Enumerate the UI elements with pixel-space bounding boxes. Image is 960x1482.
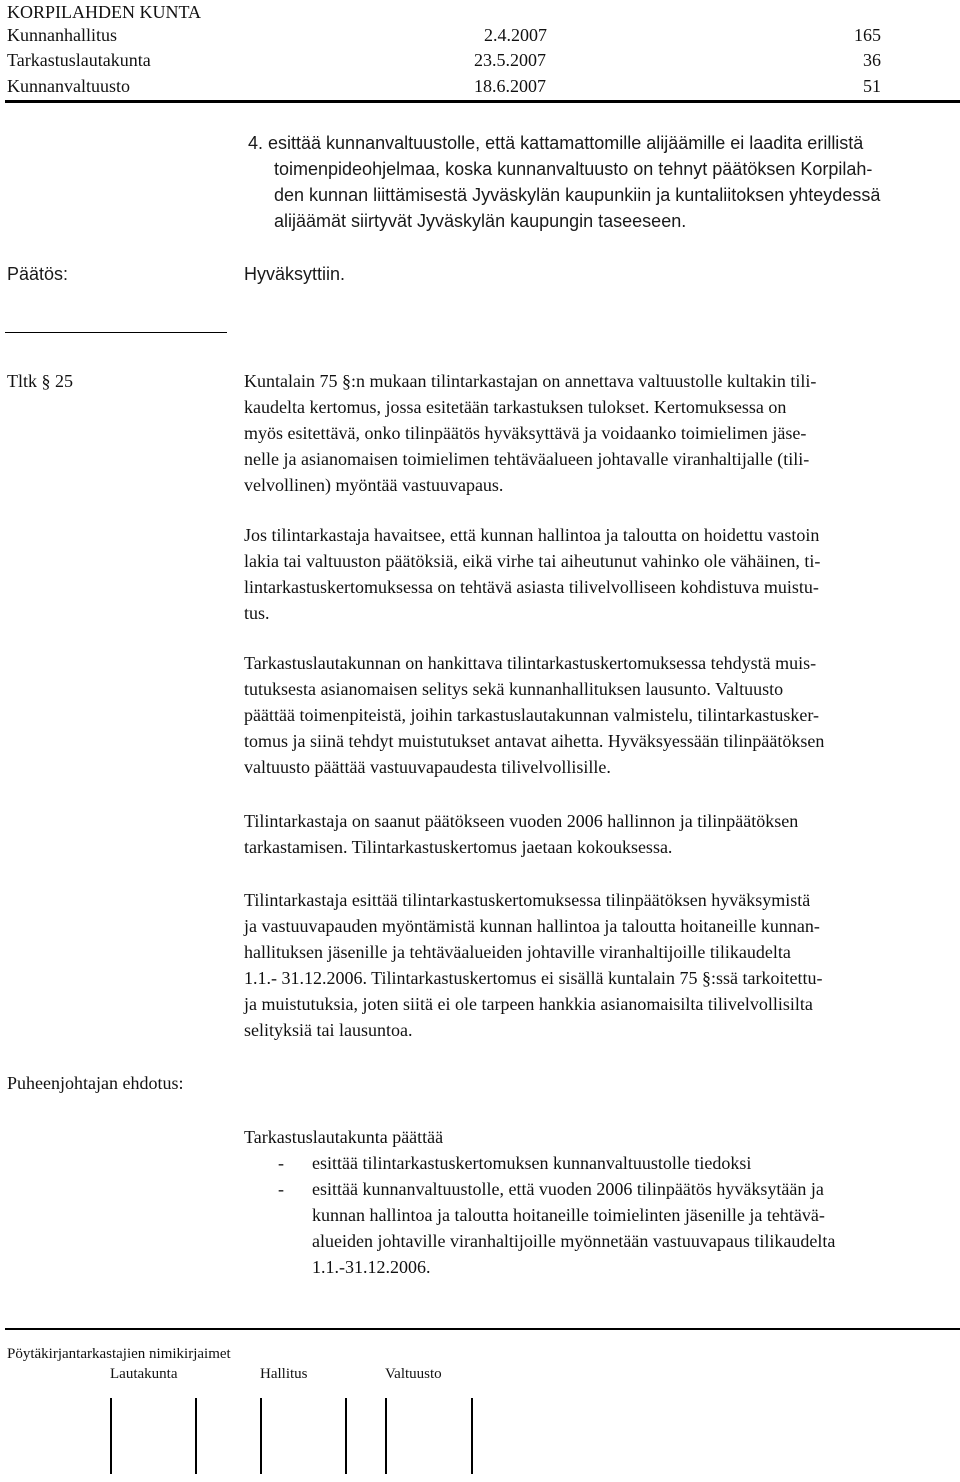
- header-row-date: 2.4.2007: [484, 25, 547, 45]
- header-rule: [5, 100, 960, 103]
- paragraph-line: Tilintarkastaja esittää tilintarkastuskertomuksessa tilinpäätöksen hyväksymistä: [244, 890, 811, 910]
- header-row-page: 36: [863, 50, 881, 70]
- signature-box-line: [260, 1398, 262, 1474]
- footer-title: Pöytäkirjantarkastajien nimikirjaimet: [7, 1346, 231, 1362]
- paragraph-line: ja vastuuvapauden myöntämistä kunnan hallintoa ja taloutta hoitaneille kunnan-: [244, 916, 820, 936]
- section-code: Tltk § 25: [7, 371, 73, 391]
- paragraph-line: myös esitettävä, onko tilinpäätös hyväksyttävä ja voidaanko toimielimen jäse-: [244, 423, 807, 443]
- paragraph-line: Kuntalain 75 §:n mukaan tilintarkastajan on annettava valtuustolle kultakin tili-: [244, 371, 817, 391]
- paragraph-line: hallituksen jäsenille ja tehtäväalueiden johtaville viranhaltijoille tilikaudelta: [244, 942, 791, 962]
- paragraph-line: Tilintarkastaja on saanut päätökseen vuoden 2006 hallinnon ja tilinpäätöksen: [244, 811, 799, 831]
- bullet-line: esittää tilintarkastuskertomuksen kunnanvaltuustolle tiedoksi: [312, 1153, 752, 1173]
- header-row-page: 51: [863, 76, 881, 96]
- header-row-date: 18.6.2007: [474, 76, 546, 96]
- footer-rule: [5, 1328, 960, 1330]
- paragraph-line: selityksiä tai lausuntoa.: [244, 1020, 413, 1040]
- signature-box-line: [195, 1398, 197, 1474]
- paragraph-line: tus.: [244, 603, 270, 623]
- paragraph-line: ja muistutuksia, joten siitä ei ole tarpeen hankkia asianomaisilta tilivelvollisilta: [244, 994, 813, 1014]
- signature-box-line: [345, 1398, 347, 1474]
- bullet-dash: -: [278, 1153, 284, 1173]
- decision-value: Hyväksyttiin.: [244, 264, 346, 284]
- footer-column: Valtuusto: [385, 1366, 442, 1382]
- proposal-intro: Tarkastuslautakunta päättää: [244, 1127, 444, 1147]
- paragraph-line: 1.1.- 31.12.2006. Tilintarkastuskertomus ei sisällä kuntalain 75 §:ssä tarkoitettu-: [244, 968, 823, 988]
- decision-label: Päätös:: [7, 264, 69, 284]
- header-row-date: 23.5.2007: [474, 50, 546, 70]
- item4-line: toimenpideohjelmaa, koska kunnanvaltuusto on tehnyt päätöksen Korpilah-: [274, 159, 873, 179]
- proposal-label: Puheenjohtajan ehdotus:: [7, 1073, 184, 1093]
- paragraph-line: lintarkastuskertomuksessa on tehtävä asiasta tilivelvolliseen kohdistuva muistu-: [244, 577, 819, 597]
- footer-column: Hallitus: [260, 1366, 308, 1382]
- bullet-line: esittää kunnanvaltuustolle, että vuoden 2006 tilinpäätös hyväksytään ja: [312, 1179, 824, 1199]
- municipality-name: KORPILAHDEN KUNTA: [7, 2, 202, 22]
- bullet-line: alueiden johtaville viranhaltijoille myönnetään vastuuvapaus tilikaudelta: [312, 1231, 836, 1251]
- item4-line: alijäämät siirtyvät Jyväskylän kaupungin taseeseen.: [274, 211, 687, 231]
- item4-line: 4. esittää kunnanvaltuustolle, että kattamattomille alijäämille ei laadita erillistä: [248, 133, 864, 153]
- paragraph-line: valtuusto päättää vastuuvapaudesta tilivelvollisille.: [244, 757, 611, 777]
- header-row-body: Tarkastuslautakunta: [7, 50, 151, 70]
- paragraph-line: velvollinen) myöntää vastuuvapaus.: [244, 475, 504, 495]
- paragraph-line: tarkastamisen. Tilintarkastuskertomus jaetaan kokouksessa.: [244, 837, 673, 857]
- paragraph-line: tomus ja siinä tehdyt muistutukset antavat aihetta. Hyväksyessään tilinpäätöksen: [244, 731, 825, 751]
- paragraph-line: lakia tai valtuuston päätöksiä, eikä virhe tai aiheutunut vahinko ole vähäinen, ti-: [244, 551, 821, 571]
- section-separator: [5, 332, 227, 333]
- footer-column: Lautakunta: [110, 1366, 178, 1382]
- paragraph-line: tutuksesta asianomaisen selitys sekä kunnanhallituksen lausunto. Valtuusto: [244, 679, 784, 699]
- signature-box-line: [471, 1398, 473, 1474]
- header-row-body: Kunnanhallitus: [7, 25, 117, 45]
- paragraph-line: nelle ja asianomaisen toimielimen tehtäväalueen johtavalle viranhaltijalle (tili-: [244, 449, 810, 469]
- paragraph-line: Jos tilintarkastaja havaitsee, että kunnan hallintoa ja taloutta on hoidettu vastoin: [244, 525, 820, 545]
- bullet-line: 1.1.-31.12.2006.: [312, 1257, 431, 1277]
- paragraph-line: Tarkastuslautakunnan on hankittava tilintarkastuskertomuksessa tehdystä muis-: [244, 653, 817, 673]
- paragraph-line: päättää toimenpiteistä, joihin tarkastuslautakunnan valmistelu, tilintarkastusker-: [244, 705, 819, 725]
- signature-box-line: [385, 1398, 387, 1474]
- bullet-line: kunnan hallintoa ja taloutta hoitaneille toimielinten jäsenille ja tehtävä-: [312, 1205, 825, 1225]
- header-row-page: 165: [854, 25, 881, 45]
- item4-line: den kunnan liittämisestä Jyväskylän kaupunkiin ja kuntaliitoksen yhteydessä: [274, 185, 881, 205]
- bullet-dash: -: [278, 1179, 284, 1199]
- paragraph-line: kaudelta kertomus, jossa esitetään tarkastuksen tulokset. Kertomuksessa on: [244, 397, 787, 417]
- signature-box-line: [110, 1398, 112, 1474]
- header-row-body: Kunnanvaltuusto: [7, 76, 130, 96]
